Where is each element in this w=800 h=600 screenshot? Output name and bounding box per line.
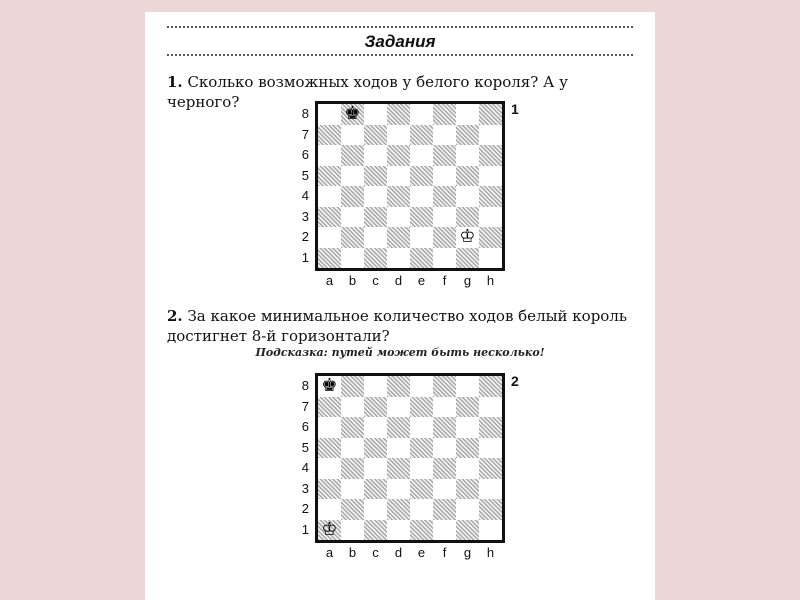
- rank-label: 8: [301, 106, 309, 121]
- rank-label: 3: [301, 480, 309, 496]
- square-f6: [433, 417, 456, 438]
- file-label: b: [348, 273, 357, 288]
- square-h8: [479, 104, 502, 125]
- task-2: [167, 306, 639, 346]
- square-e4: [410, 458, 433, 479]
- square-d4: [387, 458, 410, 479]
- task-1-text: Сколько возможных ходов у белого короля? А у черного?: [167, 73, 569, 111]
- square-a1: [318, 248, 341, 269]
- square-h3: [479, 207, 502, 228]
- square-g6: [456, 417, 479, 438]
- rank-label: 4: [301, 460, 309, 475]
- section-heading: Задания: [364, 32, 436, 51]
- square-b8: [341, 104, 364, 125]
- square-h5: [479, 166, 502, 187]
- square-f7: [433, 397, 456, 418]
- square-a4: [318, 458, 341, 479]
- square-h5: [479, 438, 502, 459]
- square-e2: [410, 499, 433, 520]
- square-g1: [456, 248, 479, 269]
- top-dotted-rule: [167, 26, 633, 28]
- square-c7: [364, 397, 387, 418]
- square-b8: [341, 376, 364, 397]
- task-2-line-1: За какое минимальное количество ходов белый король: [187, 307, 628, 325]
- square-a6: [318, 145, 341, 166]
- task-2-number: 2.: [167, 307, 183, 325]
- square-f8: [433, 376, 456, 397]
- rank-label: 2: [301, 501, 309, 516]
- file-label: f: [442, 273, 447, 288]
- square-a5: [318, 166, 341, 187]
- square-a2: [318, 499, 341, 520]
- rank-label: 3: [301, 208, 309, 224]
- square-g5: [456, 166, 479, 187]
- rank-label: 7: [301, 398, 309, 414]
- square-g3: [456, 479, 479, 500]
- square-e5: [410, 438, 433, 459]
- square-g4: [456, 186, 479, 207]
- square-b6: [341, 417, 364, 438]
- hint-text: путей может быть несколько!: [331, 346, 545, 359]
- square-f7: [433, 125, 456, 146]
- square-a7: [318, 125, 341, 146]
- square-d2: [387, 227, 410, 248]
- file-label: e: [417, 545, 426, 560]
- square-g7: [456, 125, 479, 146]
- square-g3: [456, 207, 479, 228]
- square-a3: [318, 479, 341, 500]
- file-label: g: [463, 273, 472, 288]
- square-g6: [456, 145, 479, 166]
- square-f6: [433, 145, 456, 166]
- diagram-number: 1: [511, 101, 519, 117]
- square-h2: [479, 499, 502, 520]
- square-d1: [387, 248, 410, 269]
- square-e7: [410, 397, 433, 418]
- square-b1: [341, 520, 364, 541]
- file-label: a: [325, 545, 334, 560]
- file-label: c: [372, 545, 379, 560]
- square-f2: [433, 499, 456, 520]
- square-b1: [341, 248, 364, 269]
- square-h6: [479, 145, 502, 166]
- square-g2: [456, 227, 479, 248]
- chess-board-1: [315, 101, 505, 271]
- task-1-number: 1.: [167, 73, 183, 91]
- square-h4: [479, 186, 502, 207]
- rank-label: 1: [301, 249, 309, 265]
- square-e8: [410, 376, 433, 397]
- square-d1: [387, 520, 410, 541]
- square-c3: [364, 207, 387, 228]
- workbook-page: [145, 12, 655, 600]
- square-g8: [456, 104, 479, 125]
- square-g8: [456, 376, 479, 397]
- square-c8: [364, 376, 387, 397]
- square-g2: [456, 499, 479, 520]
- square-d3: [387, 207, 410, 228]
- square-a8: [318, 104, 341, 125]
- white-king-icon: ♔: [321, 518, 338, 540]
- rank-label: 5: [301, 167, 309, 183]
- square-e6: [410, 145, 433, 166]
- square-a4: [318, 186, 341, 207]
- heading-dotted-rule: [167, 54, 633, 56]
- square-d3: [387, 479, 410, 500]
- square-b6: [341, 145, 364, 166]
- square-c5: [364, 166, 387, 187]
- square-f8: [433, 104, 456, 125]
- square-h1: [479, 520, 502, 541]
- square-f5: [433, 438, 456, 459]
- square-b5: [341, 166, 364, 187]
- square-e1: [410, 248, 433, 269]
- square-c1: [364, 520, 387, 541]
- square-a8: [318, 376, 341, 397]
- file-label: d: [394, 545, 403, 560]
- file-label: f: [442, 545, 447, 560]
- diagram-number: 2: [511, 373, 519, 389]
- square-e4: [410, 186, 433, 207]
- rank-label: 2: [301, 229, 309, 244]
- square-e7: [410, 125, 433, 146]
- square-b7: [341, 125, 364, 146]
- rank-label: 6: [301, 419, 309, 434]
- square-h7: [479, 397, 502, 418]
- square-b7: [341, 397, 364, 418]
- square-b4: [341, 186, 364, 207]
- square-f3: [433, 207, 456, 228]
- square-f4: [433, 186, 456, 207]
- square-h6: [479, 417, 502, 438]
- square-e6: [410, 417, 433, 438]
- hint-label: Подсказка:: [255, 346, 328, 359]
- task-2-line-2: достигнет 8-й горизонтали?: [167, 327, 390, 345]
- square-d5: [387, 166, 410, 187]
- file-label: g: [463, 545, 472, 560]
- square-h8: [479, 376, 502, 397]
- rank-label: 8: [301, 378, 309, 393]
- square-c1: [364, 248, 387, 269]
- square-c7: [364, 125, 387, 146]
- square-d6: [387, 145, 410, 166]
- square-e5: [410, 166, 433, 187]
- square-a7: [318, 397, 341, 418]
- square-h4: [479, 458, 502, 479]
- square-d2: [387, 499, 410, 520]
- square-f1: [433, 520, 456, 541]
- square-f5: [433, 166, 456, 187]
- square-c6: [364, 417, 387, 438]
- square-d8: [387, 104, 410, 125]
- file-label: d: [394, 273, 403, 288]
- square-b4: [341, 458, 364, 479]
- square-c2: [364, 227, 387, 248]
- black-king-icon: ♚: [321, 375, 338, 397]
- square-h1: [479, 248, 502, 269]
- square-e3: [410, 207, 433, 228]
- square-a3: [318, 207, 341, 228]
- rank-label: 7: [301, 126, 309, 142]
- square-a1: [318, 520, 341, 541]
- square-c3: [364, 479, 387, 500]
- rank-label: 6: [301, 147, 309, 162]
- square-b5: [341, 438, 364, 459]
- black-king-icon: ♚: [344, 103, 361, 125]
- square-g5: [456, 438, 479, 459]
- square-c4: [364, 186, 387, 207]
- square-h2: [479, 227, 502, 248]
- white-king-icon: ♔: [459, 226, 476, 248]
- hint: [145, 346, 655, 359]
- square-c4: [364, 458, 387, 479]
- rank-label: 1: [301, 521, 309, 537]
- square-g4: [456, 458, 479, 479]
- square-h3: [479, 479, 502, 500]
- square-d7: [387, 125, 410, 146]
- rank-label: 4: [301, 188, 309, 203]
- square-f4: [433, 458, 456, 479]
- square-d6: [387, 417, 410, 438]
- file-label: b: [348, 545, 357, 560]
- square-d4: [387, 186, 410, 207]
- square-b3: [341, 479, 364, 500]
- square-f2: [433, 227, 456, 248]
- square-e2: [410, 227, 433, 248]
- file-label: c: [372, 273, 379, 288]
- square-d8: [387, 376, 410, 397]
- square-e8: [410, 104, 433, 125]
- square-c6: [364, 145, 387, 166]
- square-g1: [456, 520, 479, 541]
- square-c2: [364, 499, 387, 520]
- file-label: e: [417, 273, 426, 288]
- square-b2: [341, 227, 364, 248]
- square-h7: [479, 125, 502, 146]
- file-label: a: [325, 273, 334, 288]
- square-c8: [364, 104, 387, 125]
- square-e1: [410, 520, 433, 541]
- square-a5: [318, 438, 341, 459]
- rank-label: 5: [301, 439, 309, 455]
- square-d5: [387, 438, 410, 459]
- square-e3: [410, 479, 433, 500]
- square-a2: [318, 227, 341, 248]
- square-c5: [364, 438, 387, 459]
- file-label: h: [486, 545, 495, 560]
- square-a6: [318, 417, 341, 438]
- square-d7: [387, 397, 410, 418]
- square-g7: [456, 397, 479, 418]
- chess-board-2: [315, 373, 505, 543]
- square-f3: [433, 479, 456, 500]
- square-b2: [341, 499, 364, 520]
- square-f1: [433, 248, 456, 269]
- file-label: h: [486, 273, 495, 288]
- square-b3: [341, 207, 364, 228]
